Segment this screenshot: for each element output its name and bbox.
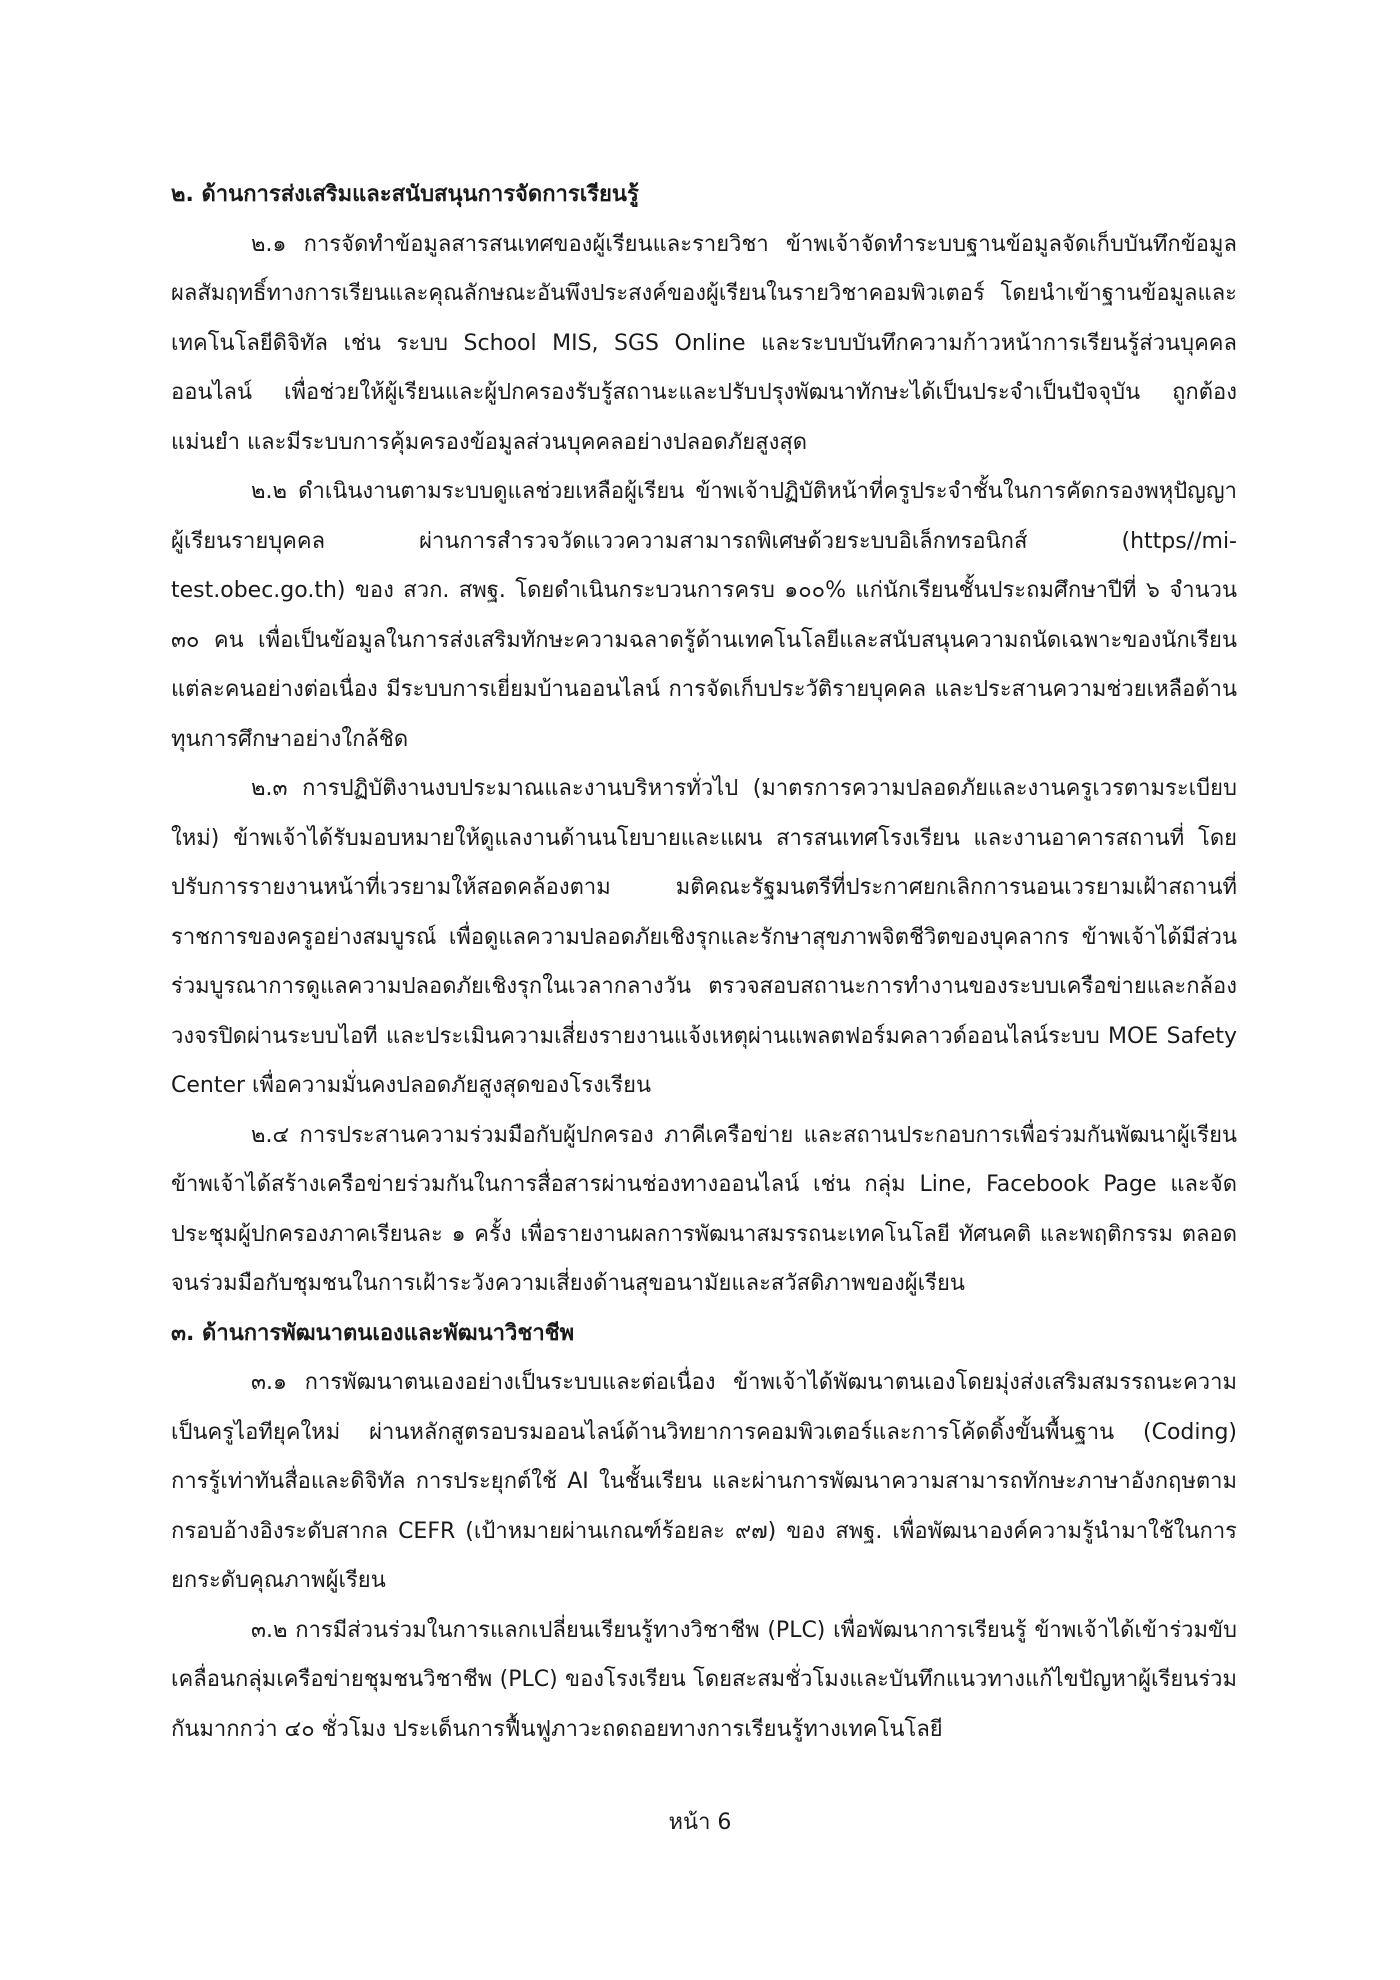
paragraph-2-2: ๒.๒ ดำเนินงานตามระบบดูแลช่วยเหลือผู้เรียน ข้าพเจ้าปฏิบัติหน้าที่ครูประจำชั้นในการคัดกรองพหุปัญญาผู้เรียนรายบุคคล ผ่านการสำรวจวัดแววความสามารถพิเศษด้วยระบบอิเล็กทรอนิกส์ (https//mi-test.obec.go.th) ของ สวก. สพฐ. โดยดำเนินกระบวนการครบ ๑๐๐% แก่นักเรียนชั้นประถมศึกษาปีที่ ๖ จำนวน ๓๐ คน เพื่อเป็นข้อมูลในการส่งเสริมทักษะความฉลาดรู้ด้านเทคโนโลยีและสนับสนุนความถนัดเฉพาะของนักเรียนแต่ละคนอย่างต่อเนื่อง มีระบบการเยี่ยมบ้านออนไลน์ การจัดเก็บประวัติรายบุคคล และประสานความช่วยเหลือด้านทุนการศึกษาอย่างใกล้ชิด	[171, 479, 1237, 752]
paragraph-3-1: ๓.๑ การพัฒนาตนเองอย่างเป็นระบบและต่อเนื่อง ข้าพเจ้าได้พัฒนาตนเองโดยมุ่งส่งเสริมสมรรถนะความเป็นครูไอทียุคใหม่ ผ่านหลักสูตรอบรมออนไลน์ด้านวิทยาการคอมพิวเตอร์และการโค้ดดิ้งขั้นพื้นฐาน (Coding) การรู้เท่าทันสื่อและดิจิทัล การประยุกต์ใช้ AI ในชั้นเรียน และผ่านการพัฒนาความสามารถทักษะภาษาอังกฤษตามกรอบอ้างอิงระดับสากล CEFR (เป้าหมายผ่านเกณฑ์ร้อยละ ๙๗) ของ สพฐ. เพื่อพัฒนาองค์ความรู้นำมาใช้ในการยกระดับคุณภาพผู้เรียน	[171, 1370, 1237, 1593]
page-number: หน้า 6	[668, 1810, 732, 1835]
paragraph-2-1: ๒.๑ การจัดทำข้อมูลสารสนเทศของผู้เรียนและรายวิชา ข้าพเจ้าจัดทำระบบฐานข้อมูลจัดเก็บบันทึกข้อมูลผลสัมฤทธิ์ทางการเรียนและคุณลักษณะอันพึงประสงค์ของผู้เรียนในรายวิชาคอมพิวเตอร์ โดยนำเข้าฐานข้อมูลและเทคโนโลยีดิจิทัล เช่น ระบบ School MIS, SGS Online และระบบบันทึกความก้าวหน้าการเรียนรู้ส่วนบุคคลออนไลน์ เพื่อช่วยให้ผู้เรียนและผู้ปกครองรับรู้สถานะและปรับปรุงพัฒนาทักษะได้เป็นประจำเป็นปัจจุบัน ถูกต้อง แม่นยำ และมีระบบการคุ้มครองข้อมูลส่วนบุคคลอย่างปลอดภัยสูงสุด	[171, 231, 1237, 455]
paragraph-2-4: ๒.๔ การประสานความร่วมมือกับผู้ปกครอง ภาคีเครือข่าย และสถานประกอบการเพื่อร่วมกันพัฒนาผู้เรียน ข้าพเจ้าได้สร้างเครือข่ายร่วมกันในการสื่อสารผ่านช่องทางออนไลน์ เช่น กลุ่ม Line, Facebook Page และจัดประชุมผู้ปกครองภาคเรียนละ ๑ ครั้ง เพื่อรายงานผลการพัฒนาสมรรถนะเทคโนโลยี ทัศนคติ และพฤติกรรม ตลอดจนร่วมมือกับชุมชนในการเฝ้าระวังความเสี่ยงด้านสุขอนามัยและสวัสดิภาพของผู้เรียน	[171, 1122, 1237, 1296]
section-2-heading: ๒. ด้านการส่งเสริมและสนับสนุนการจัดการเรียนรู้	[171, 182, 639, 207]
paragraph-3-2: ๓.๒ การมีส่วนร่วมในการแลกเปลี่ยนเรียนรู้ทางวิชาชีพ (PLC) เพื่อพัฒนาการเรียนรู้ ข้าพเจ้าได้เข้าร่วมขับเคลื่อนกลุ่มเครือข่ายชุมชนวิชาชีพ (PLC) ของโรงเรียน โดยสะสมชั่วโมงและบันทึกแนวทางแก้ไขปัญหาผู้เรียนร่วมกันมากกว่า ๔๐ ชั่วโมง ประเด็นการฟื้นฟูภาวะถดถอยทางการเรียนรู้ทางเทคโนโลยี	[171, 1617, 1237, 1742]
section-3-heading: ๓. ด้านการพัฒนาตนเองและพัฒนาวิชาชีพ	[171, 1320, 575, 1346]
page-body	[171, 170, 1237, 1754]
paragraph-2-3: ๒.๓ การปฏิบัติงานงบประมาณและงานบริหารทั่วไป (มาตรการความปลอดภัยและงานครูเวรตามระเบียบใหม่) ข้าพเจ้าได้รับมอบหมายให้ดูแลงานด้านนโยบายและแผน สารสนเทศโรงเรียน และงานอาคารสถานที่ โดยปรับการรายงานหน้าที่เวรยามให้สอดคล้องตาม มติคณะรัฐมนตรีที่ประกาศยกเลิกการนอนเวรยามเฝ้าสถานที่ราชการของครูอย่างสมบูรณ์ เพื่อดูแลความปลอดภัยเชิงรุกและรักษาสุขภาพจิตชีวิตของบุคลากร ข้าพเจ้าได้มีส่วนร่วมบูรณาการดูแลความปลอดภัยเชิงรุกในเวลากลางวัน ตรวจสอบสถานะการทำงานของระบบเครือข่ายและกล้องวงจรปิดผ่านระบบไอที และประเมินความเสี่ยงรายงานแจ้งเหตุผ่านแพลตฟอร์มคลาวด์ออนไลน์ระบบ MOE Safety Center เพื่อความมั่นคงปลอดภัยสูงสุดของโรงเรียน	[171, 776, 1237, 1098]
